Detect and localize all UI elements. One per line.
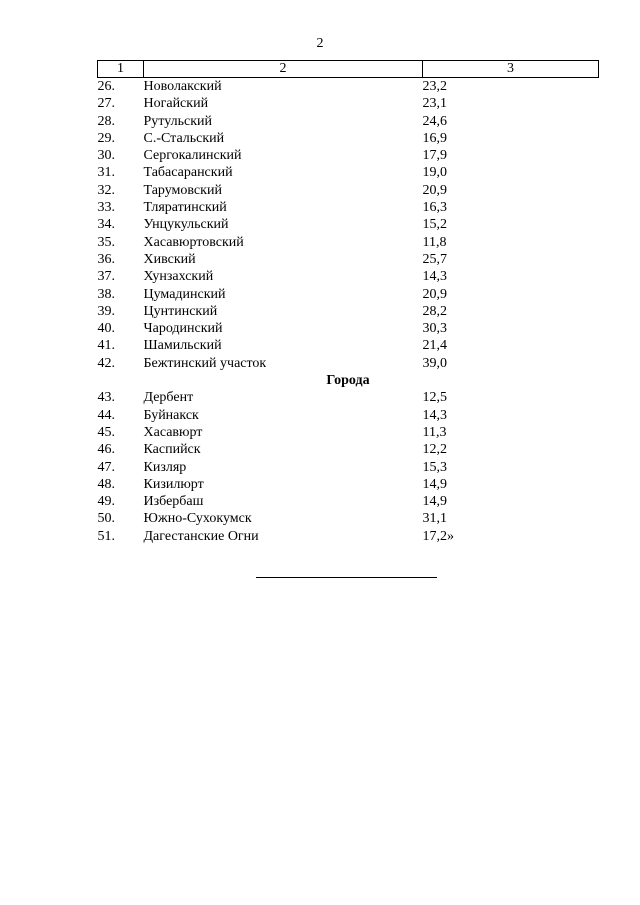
table-row: [98, 251, 599, 268]
row-number: 31.: [97, 165, 115, 181]
table-body-districts: [98, 78, 599, 373]
row-number: 26.: [97, 79, 115, 94]
row-name: Кизляр: [143, 459, 187, 475]
row-name: Каспийск: [143, 442, 201, 458]
row-name: Новолакский: [143, 79, 222, 94]
row-number: 40.: [97, 321, 115, 337]
table-row: [98, 355, 599, 372]
table-row: [98, 303, 599, 320]
table-row: [98, 441, 599, 458]
table-row: [98, 476, 599, 493]
row-number: 48.: [97, 476, 115, 492]
row-number: 37.: [97, 269, 115, 285]
row-name: Хунзахский: [143, 269, 214, 285]
row-number: 38.: [97, 286, 115, 302]
row-value: 17,2»: [422, 528, 454, 544]
row-number: 50.: [97, 511, 115, 527]
section-title: Города: [326, 373, 370, 389]
row-name: Чародинский: [143, 321, 223, 337]
table-row: [98, 78, 599, 96]
row-value: 23,1: [422, 96, 447, 112]
row-number: 46.: [97, 442, 115, 458]
row-number: 51.: [97, 528, 115, 544]
row-value: 12,2: [422, 442, 447, 458]
row-number: 29.: [97, 130, 115, 146]
row-name: Тляратинский: [143, 200, 227, 216]
table-row: [98, 389, 599, 406]
row-value: 31,1: [422, 511, 447, 527]
row-name: Цунтинский: [143, 303, 218, 319]
table-row: [98, 234, 599, 251]
section-row: [98, 372, 599, 389]
row-value: 30,3: [422, 321, 447, 337]
row-number: 42.: [97, 355, 115, 371]
column-header-3: 3: [423, 61, 599, 78]
row-number: 33.: [97, 200, 115, 216]
closing-rule: [256, 577, 437, 578]
data-table: [97, 60, 599, 545]
row-number: 43.: [97, 390, 115, 406]
table-row: [98, 286, 599, 303]
table-row: [98, 510, 599, 527]
row-name: Ногайский: [143, 96, 209, 112]
row-name: Шамильский: [143, 338, 222, 354]
row-value: 11,3: [422, 424, 447, 440]
row-number: 41.: [97, 338, 115, 354]
row-name: Хасавюрт: [143, 424, 203, 440]
row-value: 15,3: [422, 459, 447, 475]
table-row: [98, 493, 599, 510]
table-row: [98, 95, 599, 112]
row-value: 20,9: [422, 182, 447, 198]
row-number: 32.: [97, 182, 115, 198]
row-number: 35.: [97, 234, 115, 250]
row-name: Хасавюртовский: [143, 234, 244, 250]
row-value: 16,9: [422, 130, 447, 146]
row-name: Унцукульский: [143, 217, 229, 233]
table-row: [98, 320, 599, 337]
row-name: Дербент: [143, 390, 194, 406]
row-name: Табасаранский: [143, 165, 233, 181]
column-header-2: 2: [144, 61, 423, 78]
row-value: 39,0: [422, 355, 447, 371]
row-number: 49.: [97, 494, 115, 510]
row-value: 11,8: [422, 234, 447, 250]
row-name: Тарумовский: [143, 182, 222, 198]
table-body-cities: [98, 389, 599, 545]
row-name: С.-Стальский: [143, 130, 225, 146]
row-name: Избербаш: [143, 494, 204, 510]
row-value: 24,6: [422, 113, 447, 129]
row-name: Цумадинский: [143, 286, 226, 302]
table-row: [98, 147, 599, 164]
row-value: 14,9: [422, 494, 447, 510]
table-section-cities: [98, 372, 599, 389]
table-row: [98, 164, 599, 181]
row-name: Сергокалинский: [143, 148, 242, 164]
row-name: Дагестанские Огни: [143, 528, 259, 544]
row-value: 15,2: [422, 217, 447, 233]
row-value: 14,3: [422, 269, 447, 285]
table-row: [98, 337, 599, 354]
row-value: 14,3: [422, 407, 447, 423]
row-number: 27.: [97, 96, 115, 112]
table-row: [98, 268, 599, 285]
row-name: Бежтинский участок: [143, 355, 267, 371]
row-value: 17,9: [422, 148, 447, 164]
row-value: 28,2: [422, 303, 447, 319]
row-number: 47.: [97, 459, 115, 475]
row-name: Южно-Сухокумск: [143, 511, 252, 527]
table-row: [98, 182, 599, 199]
row-name: Буйнакск: [143, 407, 199, 423]
table-row: [98, 528, 599, 545]
row-value: 21,4: [422, 338, 447, 354]
row-name: Хивский: [143, 251, 196, 267]
table-header-row: [98, 61, 599, 78]
row-number: 34.: [97, 217, 115, 233]
row-value: 19,0: [422, 165, 447, 181]
table-row: [98, 459, 599, 476]
row-value: 14,9: [422, 476, 447, 492]
table-row: [98, 130, 599, 147]
row-value: 12,5: [422, 390, 447, 406]
table-row: [98, 424, 599, 441]
table-row: [98, 113, 599, 130]
page-number: 2: [316, 36, 324, 51]
table-row: [98, 407, 599, 424]
row-number: 44.: [97, 407, 115, 423]
table-row: [98, 216, 599, 233]
row-number: 28.: [97, 113, 115, 129]
row-value: 16,3: [422, 200, 447, 216]
row-value: 23,2: [422, 79, 447, 94]
row-name: Рутульский: [143, 113, 212, 129]
table-row: [98, 199, 599, 216]
row-value: 20,9: [422, 286, 447, 302]
row-number: 45.: [97, 424, 115, 440]
row-number: 30.: [97, 148, 115, 164]
row-name: Кизилюрт: [143, 476, 204, 492]
row-number: 36.: [97, 251, 115, 267]
column-header-1: 1: [98, 61, 144, 78]
row-number: 39.: [97, 303, 115, 319]
row-value: 25,7: [422, 251, 447, 267]
